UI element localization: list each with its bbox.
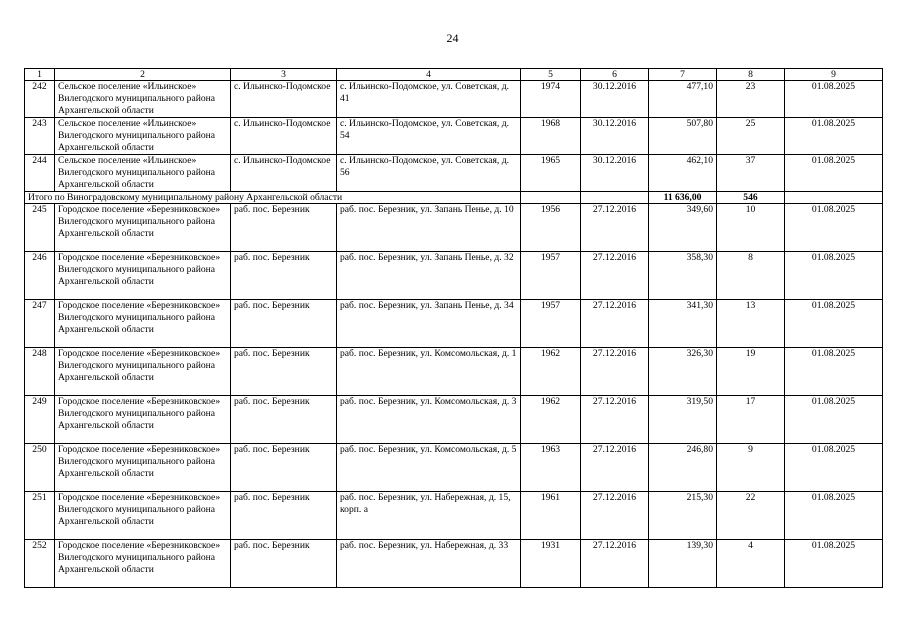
row-number-cell: 245 <box>25 204 55 252</box>
year-cell: 1956 <box>521 204 581 252</box>
municipality-cell: Городское поселение «Березниковское» Вилегодского муниципального района Архангельской области <box>55 492 231 540</box>
year-cell: 1957 <box>521 252 581 300</box>
table-row <box>25 252 883 300</box>
municipality-cell: Городское поселение «Березниковское» Вилегодского муниципального района Архангельской области <box>55 348 231 396</box>
settlement-cell: раб. пос. Березник <box>231 204 337 252</box>
area-cell: 341,30 <box>649 300 717 348</box>
residents-cell: 9 <box>717 444 785 492</box>
deadline-cell: 01.08.2025 <box>785 444 883 492</box>
column-header: 7 <box>649 69 717 81</box>
residents-cell: 4 <box>717 540 785 588</box>
settlement-cell: раб. пос. Березник <box>231 348 337 396</box>
year-cell: 1963 <box>521 444 581 492</box>
date-cell: 27.12.2016 <box>581 492 649 540</box>
municipality-cell: Городское поселение «Березниковское» Вилегодского муниципального района Архангельской области <box>55 540 231 588</box>
address-cell: с. Ильинско-Подомское, ул. Советская, д. 56 <box>337 155 521 192</box>
table-row <box>25 396 883 444</box>
row-number-cell: 249 <box>25 396 55 444</box>
residents-cell: 19 <box>717 348 785 396</box>
address-cell: раб. пос. Березник, ул. Комсомольская, д. 1 <box>337 348 521 396</box>
municipality-cell: Сельское поселение «Ильинское» Вилегодского муниципального района Архангельской области <box>55 118 231 155</box>
area-cell: 326,30 <box>649 348 717 396</box>
address-cell: с. Ильинско-Подомское, ул. Советская, д. 41 <box>337 81 521 118</box>
table-row <box>25 81 883 118</box>
column-header: 6 <box>581 69 649 81</box>
settlement-cell: раб. пос. Березник <box>231 300 337 348</box>
row-number-cell: 252 <box>25 540 55 588</box>
residents-cell: 17 <box>717 396 785 444</box>
year-cell: 1931 <box>521 540 581 588</box>
resettlement-table <box>24 68 883 588</box>
column-header: 3 <box>231 69 337 81</box>
table-row <box>25 348 883 396</box>
empty-cell <box>581 192 649 204</box>
row-number-cell: 251 <box>25 492 55 540</box>
total-residents: 546 <box>717 192 785 204</box>
area-cell: 139,30 <box>649 540 717 588</box>
area-cell: 477,10 <box>649 81 717 118</box>
column-header: 2 <box>55 69 231 81</box>
year-cell: 1957 <box>521 300 581 348</box>
column-header: 8 <box>717 69 785 81</box>
date-cell: 27.12.2016 <box>581 444 649 492</box>
address-cell: раб. пос. Березник, ул. Комсомольская, д. 5 <box>337 444 521 492</box>
deadline-cell: 01.08.2025 <box>785 396 883 444</box>
table-row <box>25 540 883 588</box>
settlement-cell: с. Ильинско-Подомское <box>231 81 337 118</box>
year-cell: 1974 <box>521 81 581 118</box>
address-cell: раб. пос. Березник, ул. Комсомольская, д. 3 <box>337 396 521 444</box>
residents-cell: 37 <box>717 155 785 192</box>
area-cell: 462,10 <box>649 155 717 192</box>
row-number-cell: 247 <box>25 300 55 348</box>
municipality-cell: Сельское поселение «Ильинское» Вилегодского муниципального района Архангельской области <box>55 155 231 192</box>
column-header: 4 <box>337 69 521 81</box>
settlement-cell: раб. пос. Березник <box>231 492 337 540</box>
total-label: Итого по Виноградовскому муниципальному району Архангельской области <box>25 192 521 204</box>
residents-cell: 10 <box>717 204 785 252</box>
area-cell: 349,60 <box>649 204 717 252</box>
year-cell: 1968 <box>521 118 581 155</box>
table-row <box>25 444 883 492</box>
municipality-cell: Городское поселение «Березниковское» Вилегодского муниципального района Архангельской области <box>55 252 231 300</box>
table-row <box>25 155 883 192</box>
total-row <box>25 192 883 204</box>
date-cell: 30.12.2016 <box>581 118 649 155</box>
date-cell: 27.12.2016 <box>581 396 649 444</box>
row-number-cell: 243 <box>25 118 55 155</box>
residents-cell: 25 <box>717 118 785 155</box>
column-numbers-row <box>25 69 883 81</box>
table-row <box>25 300 883 348</box>
empty-cell <box>521 192 581 204</box>
total-area: 11 636,00 <box>649 192 717 204</box>
address-cell: раб. пос. Березник, ул. Запань Пенье, д. 34 <box>337 300 521 348</box>
column-header: 1 <box>25 69 55 81</box>
deadline-cell: 01.08.2025 <box>785 348 883 396</box>
row-number-cell: 244 <box>25 155 55 192</box>
table-row <box>25 204 883 252</box>
empty-cell <box>785 192 883 204</box>
address-cell: с. Ильинско-Подомское, ул. Советская, д. 54 <box>337 118 521 155</box>
address-cell: раб. пос. Березник, ул. Набережная, д. 33 <box>337 540 521 588</box>
municipality-cell: Городское поселение «Березниковское» Вилегодского муниципального района Архангельской области <box>55 204 231 252</box>
municipality-cell: Городское поселение «Березниковское» Вилегодского муниципального района Архангельской области <box>55 396 231 444</box>
residents-cell: 22 <box>717 492 785 540</box>
row-number-cell: 248 <box>25 348 55 396</box>
column-header: 9 <box>785 69 883 81</box>
area-cell: 319,50 <box>649 396 717 444</box>
municipality-cell: Сельское поселение «Ильинское» Вилегодского муниципального района Архангельской области <box>55 81 231 118</box>
area-cell: 215,30 <box>649 492 717 540</box>
year-cell: 1961 <box>521 492 581 540</box>
address-cell: раб. пос. Березник, ул. Запань Пенье, д. 32 <box>337 252 521 300</box>
date-cell: 30.12.2016 <box>581 155 649 192</box>
deadline-cell: 01.08.2025 <box>785 252 883 300</box>
date-cell: 27.12.2016 <box>581 252 649 300</box>
year-cell: 1962 <box>521 396 581 444</box>
year-cell: 1965 <box>521 155 581 192</box>
page-number: 24 <box>446 31 459 45</box>
deadline-cell: 01.08.2025 <box>785 118 883 155</box>
municipality-cell: Городское поселение «Березниковское» Вилегодского муниципального района Архангельской области <box>55 300 231 348</box>
area-cell: 246,80 <box>649 444 717 492</box>
date-cell: 27.12.2016 <box>581 300 649 348</box>
deadline-cell: 01.08.2025 <box>785 155 883 192</box>
settlement-cell: с. Ильинско-Подомское <box>231 118 337 155</box>
column-header: 5 <box>521 69 581 81</box>
area-cell: 358,30 <box>649 252 717 300</box>
address-cell: раб. пос. Березник, ул. Запань Пенье, д. 10 <box>337 204 521 252</box>
row-number-cell: 250 <box>25 444 55 492</box>
deadline-cell: 01.08.2025 <box>785 300 883 348</box>
address-cell: раб. пос. Березник, ул. Набережная, д. 15, корп. а <box>337 492 521 540</box>
deadline-cell: 01.08.2025 <box>785 81 883 118</box>
date-cell: 30.12.2016 <box>581 81 649 118</box>
settlement-cell: раб. пос. Березник <box>231 540 337 588</box>
municipality-cell: Городское поселение «Березниковское» Вилегодского муниципального района Архангельской области <box>55 444 231 492</box>
date-cell: 27.12.2016 <box>581 204 649 252</box>
area-cell: 507,80 <box>649 118 717 155</box>
deadline-cell: 01.08.2025 <box>785 204 883 252</box>
row-number-cell: 246 <box>25 252 55 300</box>
year-cell: 1962 <box>521 348 581 396</box>
table-body <box>25 69 883 588</box>
table-row <box>25 118 883 155</box>
deadline-cell: 01.08.2025 <box>785 492 883 540</box>
settlement-cell: раб. пос. Березник <box>231 252 337 300</box>
row-number-cell: 242 <box>25 81 55 118</box>
residents-cell: 13 <box>717 300 785 348</box>
settlement-cell: раб. пос. Березник <box>231 396 337 444</box>
date-cell: 27.12.2016 <box>581 348 649 396</box>
deadline-cell: 01.08.2025 <box>785 540 883 588</box>
date-cell: 27.12.2016 <box>581 540 649 588</box>
residents-cell: 23 <box>717 81 785 118</box>
residents-cell: 8 <box>717 252 785 300</box>
table-row <box>25 492 883 540</box>
settlement-cell: с. Ильинско-Подомское <box>231 155 337 192</box>
settlement-cell: раб. пос. Березник <box>231 444 337 492</box>
